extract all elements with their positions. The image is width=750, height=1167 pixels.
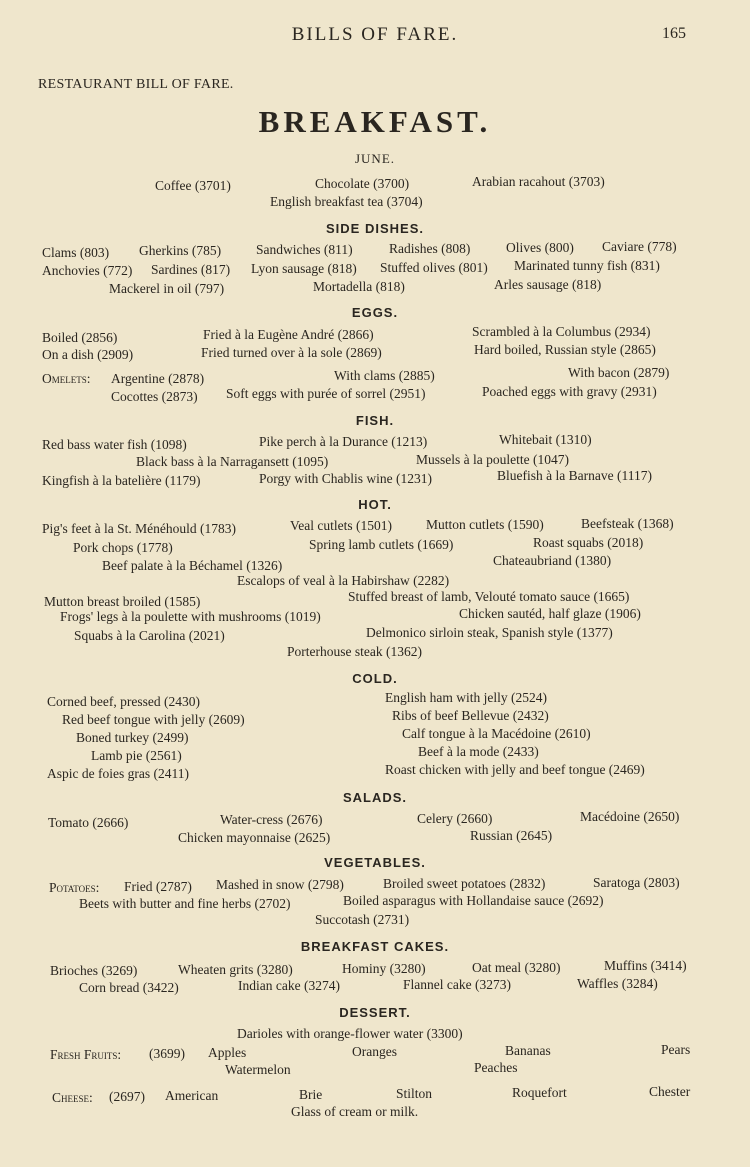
section-heading: BREAKFAST CAKES. [300,939,450,954]
menu-item: Bluefish à la Barnave (1117) [497,468,652,483]
menu-item: Anchovies (772) [42,263,133,278]
menu-item: Kingfish à la batelière (1179) [42,473,201,488]
menu-item: Brioches (3269) [50,963,138,978]
running-head: BILLS OF FARE. [291,24,459,45]
menu-item: Celery (2660) [417,811,493,826]
menu-item: Porgy with Chablis wine (1231) [259,471,432,486]
menu-item: Waffles (3284) [577,976,658,991]
menu-item: Pork chops (1778) [73,540,173,555]
menu-item: English breakfast tea (3704) [270,194,423,209]
menu-item: Chicken sautéd, half glaze (1906) [459,606,641,621]
menu-item: Mashed in snow (2798) [216,877,344,892]
section-heading: EGGS. [351,305,399,320]
menu-item: Tomato (2666) [48,815,129,830]
menu-item: Pears [661,1042,691,1057]
menu-item: Oranges [352,1044,397,1059]
menu-item: Water-cress (2676) [220,812,323,827]
menu-item: Marinated tunny fish (831) [514,258,660,273]
month-heading: JUNE. [354,151,396,166]
menu-item: Broiled sweet potatoes (2832) [383,876,546,891]
menu-item: Mutton breast broiled (1585) [44,594,201,609]
menu-item: Coffee (3701) [155,178,231,193]
menu-item: Beets with butter and fine herbs (2702) [79,896,291,911]
menu-item: Beef à la mode (2433) [418,744,539,759]
omelets-label: Omelets: [42,371,91,386]
menu-item: Mackerel in oil (797) [109,281,225,296]
menu-item: Gherkins (785) [139,243,222,258]
menu-item: Poached eggs with gravy (2931) [482,384,657,399]
menu-item: Ribs of beef Bellevue (2432) [392,708,549,723]
menu-item: Boiled asparagus with Hollandaise sauce (2692) [343,893,604,908]
menu-item: Hominy (3280) [342,961,426,976]
menu-item: Calf tongue à la Macédoine (2610) [402,726,591,741]
menu-item: Soft eggs with purée of sorrel (2951) [226,386,426,401]
menu-item: Escalops of veal à la Habirshaw (2282) [237,573,450,588]
page-number: 165 [662,25,686,42]
menu-item: Chateaubriand (1380) [493,553,612,568]
menu-item: Whitebait (1310) [499,432,592,447]
menu-item: Apples [208,1045,247,1060]
cheese-label: Cheese: [52,1090,93,1105]
menu-item: Chester [649,1084,691,1099]
section-heading: VEGETABLES. [324,855,426,870]
menu-item: Beef palate à la Béchamel (1326) [102,558,283,573]
menu-item: Caviare (778) [602,239,677,254]
menu-item: Black bass à la Narragansett (1095) [136,454,329,469]
menu-item: Roast squabs (2018) [533,535,644,550]
section-heading: COLD. [352,671,398,686]
menu-item: Chocolate (3700) [315,176,410,191]
menu-item: Beefsteak (1368) [581,516,674,531]
menu-item: Porterhouse steak (1362) [287,644,422,659]
page-title: BREAKFAST. [258,104,492,139]
menu-item: Sandwiches (811) [256,242,353,257]
menu-item: Darioles with orange-flower water (3300) [237,1026,463,1041]
section-heading: DESSERT. [339,1005,411,1020]
menu-item: Pig's feet à la St. Ménéhould (1783) [42,521,237,536]
menu-item: Glass of cream or milk. [291,1104,419,1119]
menu-item: Corned beef, pressed (2430) [47,694,200,709]
menu-item: Boned turkey (2499) [76,730,189,745]
menu-item: Argentine (2878) [111,371,205,386]
menu-item: Macédoine (2650) [580,809,680,824]
menu-item: Lamb pie (2561) [91,748,182,763]
menu-item: Radishes (808) [389,241,471,256]
menu-item: Fried turned over à la sole (2869) [201,345,382,360]
menu-item: Wheaten grits (3280) [178,962,293,977]
menu-item: Indian cake (3274) [238,978,340,993]
menu-item: Arles sausage (818) [494,277,602,292]
menu-item: Clams (803) [42,245,110,260]
menu-item: Squabs à la Carolina (2021) [74,628,225,643]
menu-item: Pike perch à la Durance (1213) [259,434,428,449]
menu-item: Hard boiled, Russian style (2865) [474,342,656,357]
section-heading: SIDE DISHES. [326,221,424,236]
menu-item: With bacon (2879) [568,365,670,380]
menu-item: Roquefort [512,1085,567,1100]
menu-item: Aspic de foies gras (2411) [47,766,189,781]
menu-item: Roast chicken with jelly and beef tongue (2469) [385,762,645,777]
menu-item: Veal cutlets (1501) [290,518,392,533]
menu-item: Olives (800) [506,240,574,255]
menu-item: Brie [299,1087,323,1102]
menu-item: Flannel cake (3273) [403,977,511,992]
menu-item: Peaches [474,1060,518,1075]
menu-item: Mortadella (818) [313,279,405,294]
bill-subtitle: RESTAURANT BILL OF FARE. [38,77,234,92]
section-heading: FISH. [355,413,395,428]
fresh-fruits-label: Fresh Fruits: [50,1047,122,1062]
menu-item: American [165,1088,219,1103]
menu-item: Corn bread (3422) [79,980,179,995]
menu-item: With clams (2885) [334,368,435,383]
menu-item: Cocottes (2873) [111,389,198,404]
menu-item: Stuffed olives (801) [380,260,488,275]
section-heading: SALADS. [342,790,408,805]
section-heading: HOT. [358,497,392,512]
fresh-fruits-ref: (3699) [149,1046,185,1061]
menu-item: Stuffed breast of lamb, Velouté tomato sauce (1665) [348,589,630,604]
menu-item: Boiled (2856) [42,330,118,345]
menu-item: Bananas [505,1043,551,1058]
menu-item: Frogs' legs à la poulette with mushrooms (1019) [60,609,321,624]
menu-item: Scrambled à la Columbus (2934) [472,324,651,339]
menu-item: Mussels à la poulette (1047) [416,452,569,467]
menu-item: Watermelon [225,1062,291,1077]
menu-item: Spring lamb cutlets (1669) [309,537,454,552]
menu-item: Lyon sausage (818) [251,261,357,276]
menu-item: Red bass water fish (1098) [42,437,187,452]
menu-item: Russian (2645) [470,828,553,843]
menu-item: Delmonico sirloin steak, Spanish style (1377) [366,625,613,640]
menu-item: English ham with jelly (2524) [385,690,547,705]
menu-item: Saratoga (2803) [593,875,680,890]
menu-item: Arabian racahout (3703) [472,174,605,189]
menu-item: Oat meal (3280) [472,960,561,975]
menu-item: Fried à la Eugène André (2866) [203,327,374,342]
potatoes-label: Potatoes: [49,880,100,895]
menu-item: Succotash (2731) [315,912,410,927]
cheese-ref: (2697) [109,1089,145,1104]
menu-item: Red beef tongue with jelly (2609) [62,712,245,727]
menu-item: Chicken mayonnaise (2625) [178,830,331,845]
menu-item: Sardines (817) [151,262,231,277]
menu-item: On a dish (2909) [42,347,134,362]
menu-item: Muffins (3414) [604,958,687,973]
menu-item: Mutton cutlets (1590) [426,517,544,532]
menu-item: Fried (2787) [124,879,192,894]
menu-item: Stilton [396,1086,433,1101]
